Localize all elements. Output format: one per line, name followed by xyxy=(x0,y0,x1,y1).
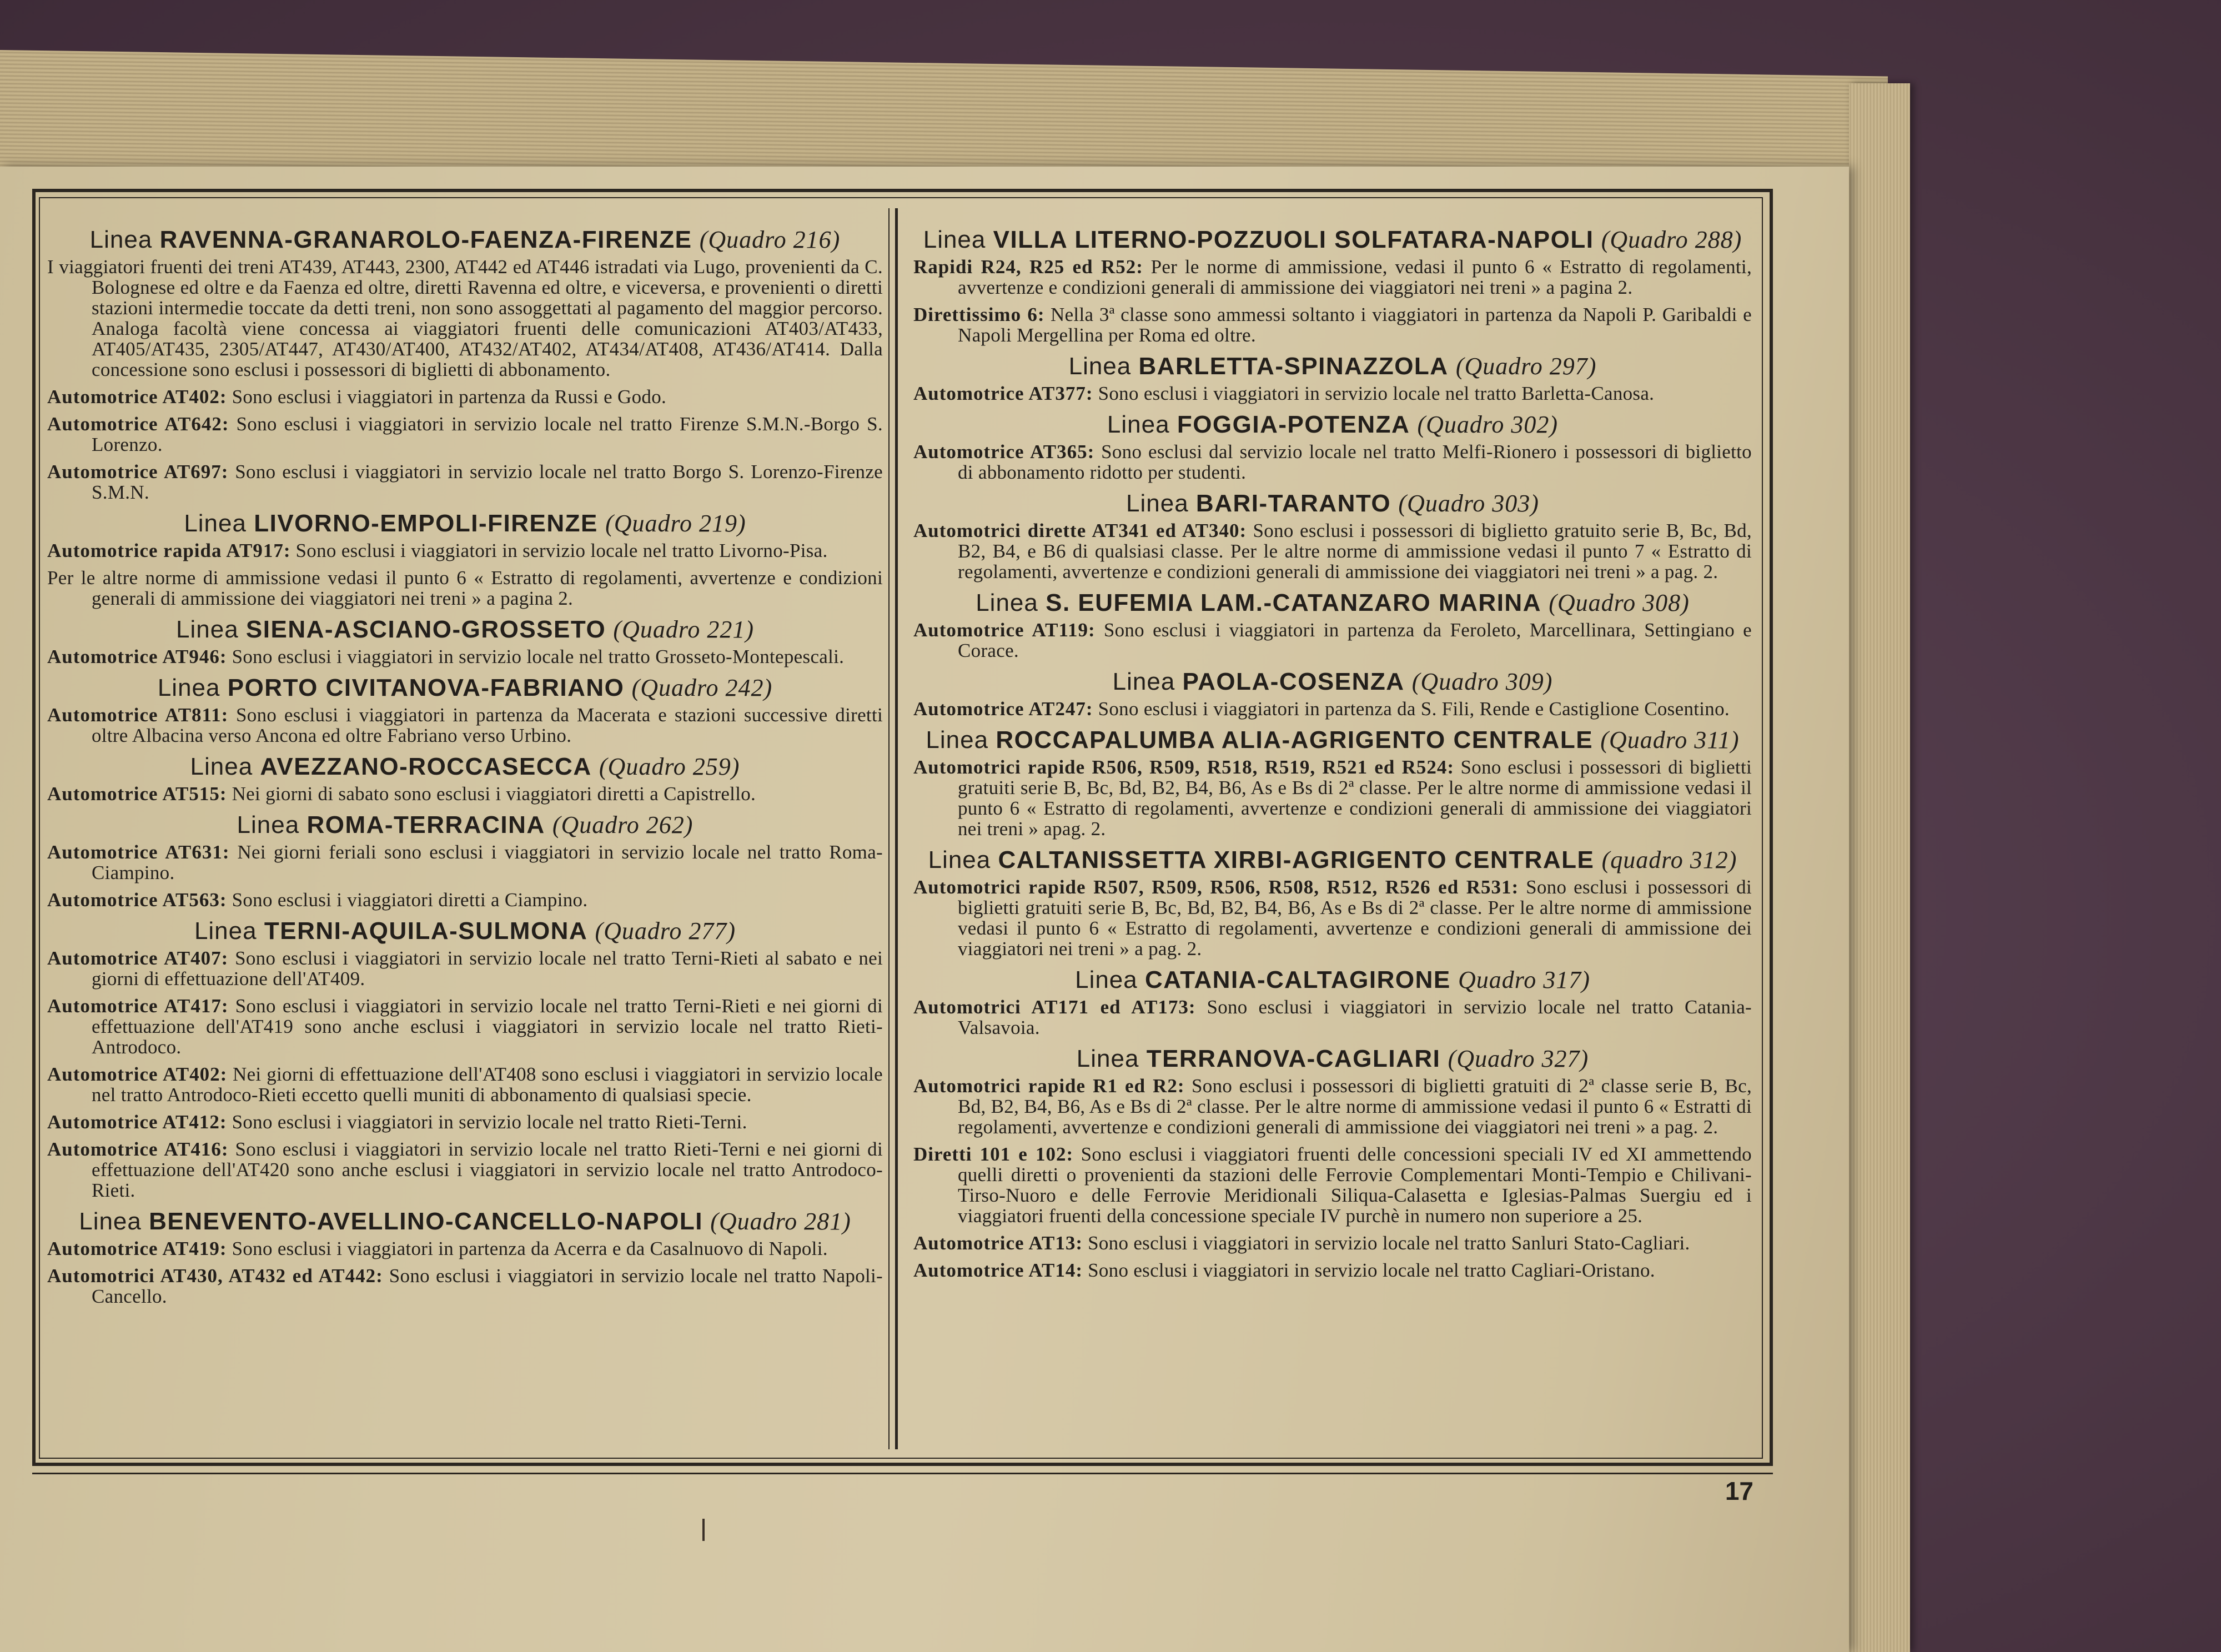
paragraph-text: Sono esclusi i viaggiatori in servizio locale nel tratto Terni-Rieti al sabato e nei giorni di effettuazione dell'AT409. xyxy=(92,947,883,990)
title-line-name: BARI-TARANTO xyxy=(1195,490,1391,517)
section-title xyxy=(47,509,883,538)
paragraph-text: Sono esclusi i viaggiatori in servizio locale nel tratto Firenze S.M.N.-Borgo S. Lorenzo. xyxy=(92,413,883,455)
paragraph-text: Sono esclusi dal servizio locale nel tratto Melfi-Rionero i possessori di biglietto di abbonamento ridotto per studenti. xyxy=(958,441,1752,483)
paragraph-text: Sono esclusi i possessori di biglietti gratuiti di 2ª classe serie B, Bc, Bd, B2, B4, B6, As e Bs di 2ª classe. Per le altre norme di ammissione vedasi il punto 6 « Estratti di regolamenti, avvertenze e condizioni generali di ammissione dei viaggiatori nei treni » a pag. 2. xyxy=(958,1075,1752,1138)
title-linea-label: Linea xyxy=(923,226,986,253)
title-line-name: ROMA-TERRACINA xyxy=(306,811,545,838)
paragraph-text: Sono esclusi i viaggiatori in partenza da Russi e Godo. xyxy=(232,386,667,408)
section-title xyxy=(913,352,1752,381)
rule-paragraph xyxy=(913,1233,1752,1253)
title-linea-label: Linea xyxy=(1107,411,1170,438)
title-line-name: CALTANISSETTA XIRBI-AGRIGENTO CENTRALE xyxy=(998,846,1595,873)
section-title xyxy=(913,410,1752,439)
rule-paragraph xyxy=(913,257,1752,298)
title-linea-label: Linea xyxy=(194,917,257,945)
title-quadro-ref: (Quadro 288) xyxy=(1601,226,1742,253)
paragraph-text: Nei giorni di effettuazione dell'AT408 sono esclusi i viaggiatori in servizio locale nel tratto Antrodoco-Rieti eccetto quelli muniti di abbonamento di qualsiasi specie. xyxy=(92,1063,883,1106)
section-title xyxy=(47,811,883,840)
paragraph-text: Sono esclusi i possessori di biglietti gratuiti serie B, Bc, Bd, B2, B4, B6, As e Bs di 2ª classe. Per le altre norme di ammissione vedasi il punto 6 « Estratto di regolamenti, avvertenze e condizioni generali di ammissione dei viaggiatori nei treni » apag. 2. xyxy=(958,756,1752,840)
paragraph-lead: Automotrice AT631: xyxy=(47,841,230,863)
rule-paragraph xyxy=(47,996,883,1057)
title-quadro-ref: (Quadro 216) xyxy=(699,226,841,253)
bottom-rule xyxy=(32,1473,1773,1474)
paragraph-lead: Automotrice AT811: xyxy=(47,704,229,726)
rule-paragraph xyxy=(47,568,883,609)
rule-paragraph xyxy=(47,1112,883,1132)
paragraph-text: Sono esclusi i viaggiatori in partenza da Feroleto, Marcellinara, Settingiano e Corace. xyxy=(958,619,1752,661)
section-title xyxy=(913,589,1752,617)
paragraph-lead: Automotrici rapide R507, R509, R506, R508, R512, R526 ed R531: xyxy=(913,876,1519,898)
rule-paragraph xyxy=(47,1064,883,1105)
rule-paragraph xyxy=(913,699,1752,719)
title-linea-label: Linea xyxy=(976,589,1038,616)
paragraph-lead: Automotrice AT13: xyxy=(913,1232,1083,1254)
rule-paragraph xyxy=(47,890,883,910)
paragraph-lead: Automotrice AT515: xyxy=(47,783,227,805)
rule-paragraph xyxy=(47,257,883,380)
rule-paragraph xyxy=(47,461,883,503)
title-linea-label: Linea xyxy=(1068,353,1132,380)
column-divider-thin xyxy=(888,208,890,1449)
section-title xyxy=(913,1045,1752,1073)
faded-bleed-through-header xyxy=(200,130,1810,180)
title-line-name: SIENA-ASCIANO-GROSSETO xyxy=(245,616,606,643)
title-quadro-ref: (Quadro 308) xyxy=(1549,589,1690,616)
section-title xyxy=(47,752,883,781)
paragraph-text: Sono esclusi i viaggiatori in servizio locale nel tratto Livorno-Pisa. xyxy=(295,540,828,561)
rule-paragraph xyxy=(913,383,1752,404)
paragraph-text: Sono esclusi i viaggiatori fruenti delle concessioni speciali IV ed XI ammettendo quelli diretti o provenienti da stazioni delle Ferrovie Complementari Monti-Tempio e Chilivani-Tirso-Nuoro e delle Ferrovie Meridionali Siliqua-Calasetta e Iglesias-Palmas Suergiu ed i viaggiatori fruenti della concessione speciale IV purchè in numero non superiore a 25. xyxy=(958,1143,1752,1227)
title-linea-label: Linea xyxy=(928,846,991,873)
title-line-name: LIVORNO-EMPOLI-FIRENZE xyxy=(254,510,598,537)
paragraph-lead: Automotrice AT642: xyxy=(47,413,229,435)
rule-paragraph xyxy=(47,842,883,883)
paragraph-lead: Automotrici AT430, AT432 ed AT442: xyxy=(47,1265,383,1287)
paragraph-lead: Rapidi R24, R25 ed R52: xyxy=(913,256,1143,278)
title-line-name: CATANIA-CALTAGIRONE xyxy=(1145,966,1451,993)
rule-paragraph xyxy=(913,520,1752,582)
paragraph-text: Nella 3ª classe sono ammessi soltanto i viaggiatori in partenza da Napoli P. Garibaldi e Napoli Mergellina per Roma ed oltre. xyxy=(958,304,1752,346)
paragraph-text: I viaggiatori fruenti dei treni AT439, AT443, 2300, AT442 ed AT446 istradati via Lugo, provenienti da C. Bolognese ed oltre e da Faenza ed oltre, diretti Ravenna ed oltre, e viceversa, e provenienti o diretti stazioni intermedie toccate da detti treni, non sono assoggettati al pagamento del maggior percorso. Analoga facoltà viene concessa ai viaggiatori fruenti delle comunicazioni AT403/AT433, AT405/AT435, 2305/AT447, AT430/AT400, AT432/AT402, AT434/AT408, AT436/AT414. Dalla concessione sono esclusi i possessori di biglietti di abbonamento. xyxy=(47,256,883,380)
title-linea-label: Linea xyxy=(89,226,153,253)
title-line-name: ROCCAPALUMBA ALIA-AGRIGENTO CENTRALE xyxy=(996,726,1594,754)
title-line-name: FOGGIA-POTENZA xyxy=(1177,411,1410,438)
section-title xyxy=(47,615,883,644)
paragraph-lead: Automotrici rapide R1 ed R2: xyxy=(913,1075,1185,1097)
rule-paragraph xyxy=(913,620,1752,661)
rule-paragraph xyxy=(913,1260,1752,1281)
rule-paragraph xyxy=(913,304,1752,345)
paragraph-text: Sono esclusi i viaggiatori in servizio locale nel tratto Borgo S. Lorenzo-Firenze S.M.N. xyxy=(92,461,883,503)
title-quadro-ref: (Quadro 297) xyxy=(1455,353,1597,380)
paragraph-text: Sono esclusi i viaggiatori in servizio locale nel tratto Rieti-Terni. xyxy=(232,1111,747,1133)
section-title xyxy=(913,726,1752,755)
rule-paragraph xyxy=(47,1238,883,1259)
paragraph-lead: Automotrice AT407: xyxy=(47,947,229,969)
paragraph-lead: Automotrice rapida AT917: xyxy=(47,540,291,561)
paragraph-text: Per le norme di ammissione, vedasi il punto 6 « Estratto di regolamenti, avvertenze e condizioni generali di ammissione dei viaggiatori nei treni » a pagina 2. xyxy=(958,256,1752,298)
title-linea-label: Linea xyxy=(1112,668,1175,695)
title-quadro-ref: (Quadro 327) xyxy=(1448,1045,1589,1072)
rule-paragraph xyxy=(913,1076,1752,1137)
title-linea-label: Linea xyxy=(79,1208,142,1235)
paragraph-text: Nei giorni feriali sono esclusi i viaggiatori in servizio locale nel tratto Roma-Ciampino. xyxy=(92,841,883,883)
title-quadro-ref: (quadro 312) xyxy=(1601,846,1737,873)
paragraph-lead: Automotrice AT402: xyxy=(47,386,227,408)
rule-paragraph xyxy=(913,1144,1752,1226)
rule-paragraph xyxy=(913,997,1752,1038)
paragraph-text: Sono esclusi i viaggiatori in servizio locale nel tratto Cagliari-Oristano. xyxy=(1088,1259,1655,1281)
rule-paragraph xyxy=(47,1139,883,1201)
paragraph-text: Sono esclusi i viaggiatori in servizio locale nel tratto Sanluri Stato-Cagliari. xyxy=(1088,1232,1690,1254)
paragraph-text: Sono esclusi i viaggiatori in partenza da Acerra e da Casalnuovo di Napoli. xyxy=(232,1238,828,1259)
paragraph-text: Nei giorni di sabato sono esclusi i viaggiatori diretti a Capistrello. xyxy=(232,783,756,805)
right-column xyxy=(913,222,1752,1287)
section-title xyxy=(47,674,883,702)
title-line-name: TERRANOVA-CAGLIARI xyxy=(1146,1045,1441,1072)
paragraph-text: Sono esclusi i viaggiatori diretti a Ciampino. xyxy=(232,889,588,911)
rule-paragraph xyxy=(47,386,883,407)
paragraph-lead: Automotrice AT402: xyxy=(47,1063,228,1085)
left-column xyxy=(47,222,883,1313)
paragraph-text: Sono esclusi i possessori di biglietto gratuito serie B, Bc, Bd, B2, B4, e B6 di qualsiasi classe. Per le altre norme di ammissione vedasi il punto 7 « Estratto di regolamenti, avvertenze e condizioni generali di ammissione dei viaggiatori nei treni » a pag. 2. xyxy=(958,520,1752,583)
title-quadro-ref: (Quadro 219) xyxy=(605,510,746,537)
title-line-name: VILLA LITERNO-POZZUOLI SOLFATARA-NAPOLI xyxy=(993,226,1594,253)
paragraph-text: Sono esclusi i viaggiatori in servizio locale nel tratto Barletta-Canosa. xyxy=(1098,383,1655,404)
title-linea-label: Linea xyxy=(1075,966,1138,993)
faded-side-bleed-through xyxy=(1799,333,1843,1444)
section-title xyxy=(913,667,1752,696)
title-linea-label: Linea xyxy=(190,753,253,780)
title-quadro-ref: Quadro 317) xyxy=(1458,966,1590,993)
paragraph-lead: Automotrice AT119: xyxy=(913,619,1096,641)
paragraph-lead: Diretti 101 e 102: xyxy=(913,1143,1074,1165)
binding-mark xyxy=(702,1519,705,1541)
paragraph-lead: Automotrici dirette AT341 ed AT340: xyxy=(913,520,1247,541)
page-stack-side-edge xyxy=(1849,83,1910,1652)
rule-paragraph xyxy=(47,705,883,746)
paragraph-text: Sono esclusi i viaggiatori in partenza da S. Fili, Rende e Castiglione Cosentino. xyxy=(1098,698,1730,720)
paragraph-text: Sono esclusi i viaggiatori in servizio locale nel tratto Terni-Rieti e nei giorni di effettuazione dell'AT419 sono anche esclusi i viaggiatori in servizio locale nel tratto Rieti-Antrodoco. xyxy=(92,995,883,1058)
paragraph-text: Sono esclusi i viaggiatori in servizio locale nel tratto Grosseto-Montepescali. xyxy=(232,646,845,667)
section-title xyxy=(47,917,883,946)
paragraph-lead: Automotrice AT14: xyxy=(913,1259,1083,1281)
paragraph-text: Sono esclusi i viaggiatori in partenza da Macerata e stazioni successive diretti oltre Albacina verso Ancona ed oltre Fabriano verso Urbino. xyxy=(92,704,883,746)
paragraph-lead: Automotrice AT247: xyxy=(913,698,1093,720)
title-line-name: BARLETTA-SPINAZZOLA xyxy=(1138,353,1449,380)
paragraph-lead: Automotrici rapide R506, R509, R518, R519, R521 ed R524: xyxy=(913,756,1455,778)
title-line-name: BENEVENTO-AVELLINO-CANCELLO-NAPOLI xyxy=(149,1208,703,1235)
title-quadro-ref: (Quadro 311) xyxy=(1600,726,1740,754)
title-quadro-ref: (Quadro 277) xyxy=(595,917,736,945)
title-quadro-ref: (Quadro 262) xyxy=(552,811,694,838)
title-linea-label: Linea xyxy=(184,510,247,537)
title-quadro-ref: (Quadro 242) xyxy=(631,674,773,701)
title-line-name: PORTO CIVITANOVA-FABRIANO xyxy=(227,674,625,701)
title-linea-label: Linea xyxy=(926,726,989,754)
paragraph-lead: Direttissimo 6: xyxy=(913,304,1045,325)
rule-paragraph xyxy=(913,441,1752,483)
section-title xyxy=(913,225,1752,254)
rule-paragraph xyxy=(913,877,1752,959)
rule-paragraph xyxy=(47,540,883,561)
rule-paragraph xyxy=(47,1266,883,1307)
title-quadro-ref: (Quadro 302) xyxy=(1417,411,1559,438)
section-title xyxy=(913,489,1752,518)
paragraph-text: Sono esclusi i viaggiatori in servizio locale nel tratto Napoli-Cancello. xyxy=(92,1265,883,1307)
rule-paragraph xyxy=(47,646,883,667)
paragraph-text: Per le altre norme di ammissione vedasi il punto 6 « Estratto di regolamenti, avvertenze e condizioni generali di ammissione dei viaggiatori nei treni » a pagina 2. xyxy=(47,567,883,609)
section-title xyxy=(47,1207,883,1236)
section-title xyxy=(913,846,1752,875)
paragraph-lead: Automotrice AT416: xyxy=(47,1138,229,1160)
paragraph-lead: Automotrice AT412: xyxy=(47,1111,227,1133)
section-title xyxy=(47,225,883,254)
title-linea-label: Linea xyxy=(1126,490,1189,517)
title-linea-label: Linea xyxy=(176,616,239,643)
paragraph-lead: Automotrice AT946: xyxy=(47,646,227,667)
title-quadro-ref: (Quadro 309) xyxy=(1411,668,1553,695)
rule-paragraph xyxy=(47,948,883,989)
paragraph-lead: Automotrice AT697: xyxy=(47,461,229,483)
title-quadro-ref: (Quadro 221) xyxy=(613,616,754,643)
rule-paragraph xyxy=(47,784,883,804)
paragraph-lead: Automotrice AT419: xyxy=(47,1238,227,1259)
paragraph-lead: Automotrici AT171 ed AT173: xyxy=(913,996,1196,1018)
title-line-name: RAVENNA-GRANAROLO-FAENZA-FIRENZE xyxy=(159,226,692,253)
rule-paragraph xyxy=(47,414,883,455)
title-quadro-ref: (Quadro 259) xyxy=(599,753,740,780)
paragraph-text: Sono esclusi i possessori di biglietti gratuiti serie B, Bc, Bd, B2, B4, B6, As e Bs di 2ª classe. Per le altre norme di ammissione vedasi il punto 6 « Estratto di regolamenti, avvertenze e condizioni generali di ammissione dei viaggiatori nei treni » a pag. 2. xyxy=(958,876,1752,960)
title-line-name: TERNI-AQUILA-SULMONA xyxy=(264,917,588,945)
paragraph-text: Sono esclusi i viaggiatori in servizio locale nel tratto Rieti-Terni e nei giorni di effettuazione dell'AT420 sono anche esclusi i viaggiatori in servizio locale nel tratto Antrodoco-Rieti. xyxy=(92,1138,883,1201)
title-quadro-ref: (Quadro 281) xyxy=(710,1208,851,1235)
title-linea-label: Linea xyxy=(157,674,220,701)
column-divider xyxy=(895,208,898,1449)
title-linea-label: Linea xyxy=(237,811,300,838)
rule-paragraph xyxy=(913,757,1752,839)
paragraph-lead: Automotrice AT377: xyxy=(913,383,1093,404)
title-line-name: PAOLA-COSENZA xyxy=(1182,668,1405,695)
paragraph-lead: Automotrice AT563: xyxy=(47,889,227,911)
paragraph-text: Sono esclusi i viaggiatori in servizio locale nel tratto Catania-Valsavoia. xyxy=(958,996,1752,1038)
title-quadro-ref: (Quadro 303) xyxy=(1398,490,1539,517)
paragraph-lead: Automotrice AT417: xyxy=(47,995,229,1017)
paragraph-lead: Automotrice AT365: xyxy=(913,441,1095,463)
section-title xyxy=(913,966,1752,995)
title-line-name: S. EUFEMIA LAM.-CATANZARO MARINA xyxy=(1046,589,1541,616)
title-linea-label: Linea xyxy=(1076,1045,1139,1072)
page-number: 17 xyxy=(1725,1477,1753,1505)
title-line-name: AVEZZANO-ROCCASECCA xyxy=(260,753,592,780)
